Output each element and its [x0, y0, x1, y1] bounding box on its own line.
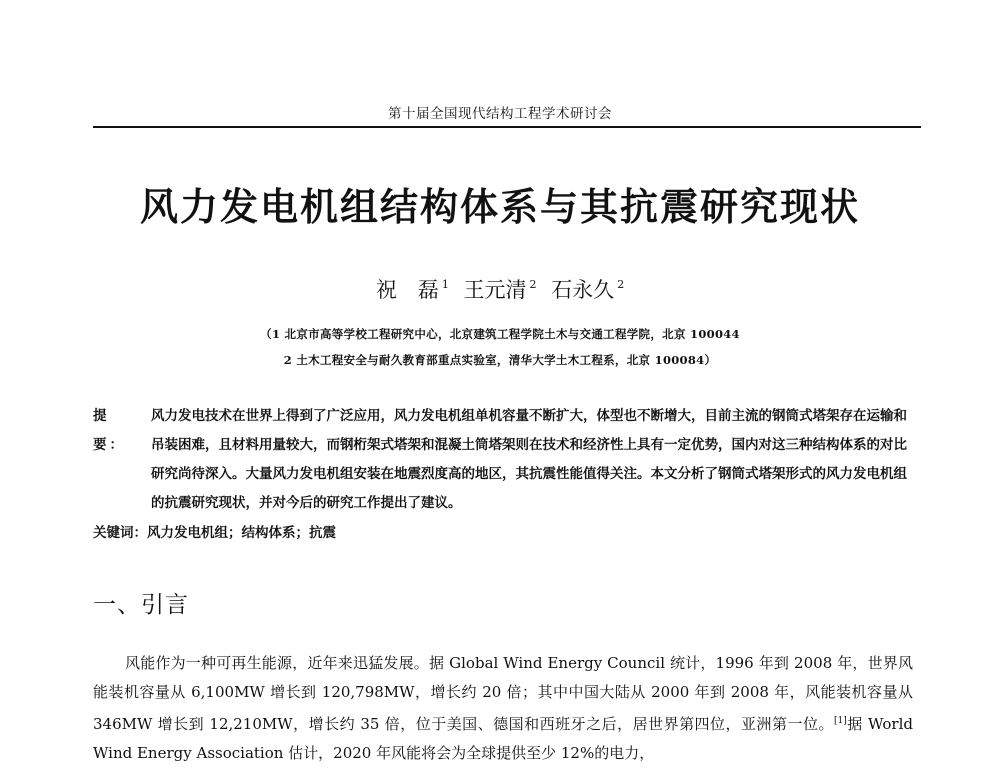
author-affiliation-mark: 2 — [529, 278, 537, 291]
abstract — [93, 402, 913, 518]
author-affiliation-mark: 1 — [441, 278, 449, 291]
header-rule — [93, 126, 921, 128]
citation-mark: [1] — [833, 716, 847, 726]
keywords-label: 关键词： — [93, 525, 147, 541]
introduction-paragraph — [93, 649, 913, 768]
author-list — [0, 274, 1000, 304]
paragraph-text-continued: 据 World Wind Energy Association 估计，2020 年风能将会为全球提供至少 12%的电力， — [93, 715, 913, 762]
abstract-label: 提 要： — [93, 408, 126, 453]
author-affiliation-mark: 2 — [617, 278, 625, 291]
affiliation-1: （1 北京市高等学校工程研究中心，北京建筑工程学院土木与交通工程学院，北京 100044 — [260, 327, 740, 341]
section-heading-introduction: 一、引言 — [93, 592, 189, 618]
paragraph-text: 风能作为一种可再生能源，近年来迅猛发展。据 Global Wind Energy Council 统计，1996 年到 2008 年，世界风能装机容量从 6,100MW 增长到 120,798MW，增长约 20 倍；其中中国大陆从 2000 年到 2008 年，风能装机容量从 346MW 增长到 12,210MW，增长约 35 倍，位于美国、德国和西班牙之后，居世界第四位，亚洲第一位。 — [93, 654, 913, 733]
author-name: 石永久 — [551, 278, 615, 302]
keywords — [93, 521, 913, 541]
author-1 — [376, 274, 449, 304]
paper-title: 风力发电机组结构体系与其抗震研究现状 — [139, 185, 860, 229]
author-2 — [464, 274, 537, 304]
author-3 — [551, 274, 624, 304]
author-name: 祝 磊 — [375, 278, 439, 302]
author-name: 王元清 — [463, 278, 527, 302]
abstract-text: 风力发电技术在世界上得到了广泛应用，风力发电机组单机容量不断扩大，体型也不断增大，目前主流的钢筒式塔架存在运输和吊装困难，且材料用量较大，而钢桁架式塔架和混凝土筒塔架则在技术和经济性上具有一定优势，国内对这三种结构体系的对比研究尚待深入。大量风力发电机组安装在地震烈度高的地区，其抗震性能值得关注。本文分析了钢筒式塔架形式的风力发电机组的抗震研究现状，并对今后的研究工作提出了建议。 — [151, 408, 907, 511]
keywords-text: 风力发电机组；结构体系；抗震 — [147, 525, 336, 541]
affiliation-2: 2 土木工程安全与耐久教育部重点实验室，清华大学土木工程系，北京 100084） — [283, 353, 717, 367]
conference-running-header: 第十届全国现代结构工程学术研讨会 — [388, 106, 612, 122]
